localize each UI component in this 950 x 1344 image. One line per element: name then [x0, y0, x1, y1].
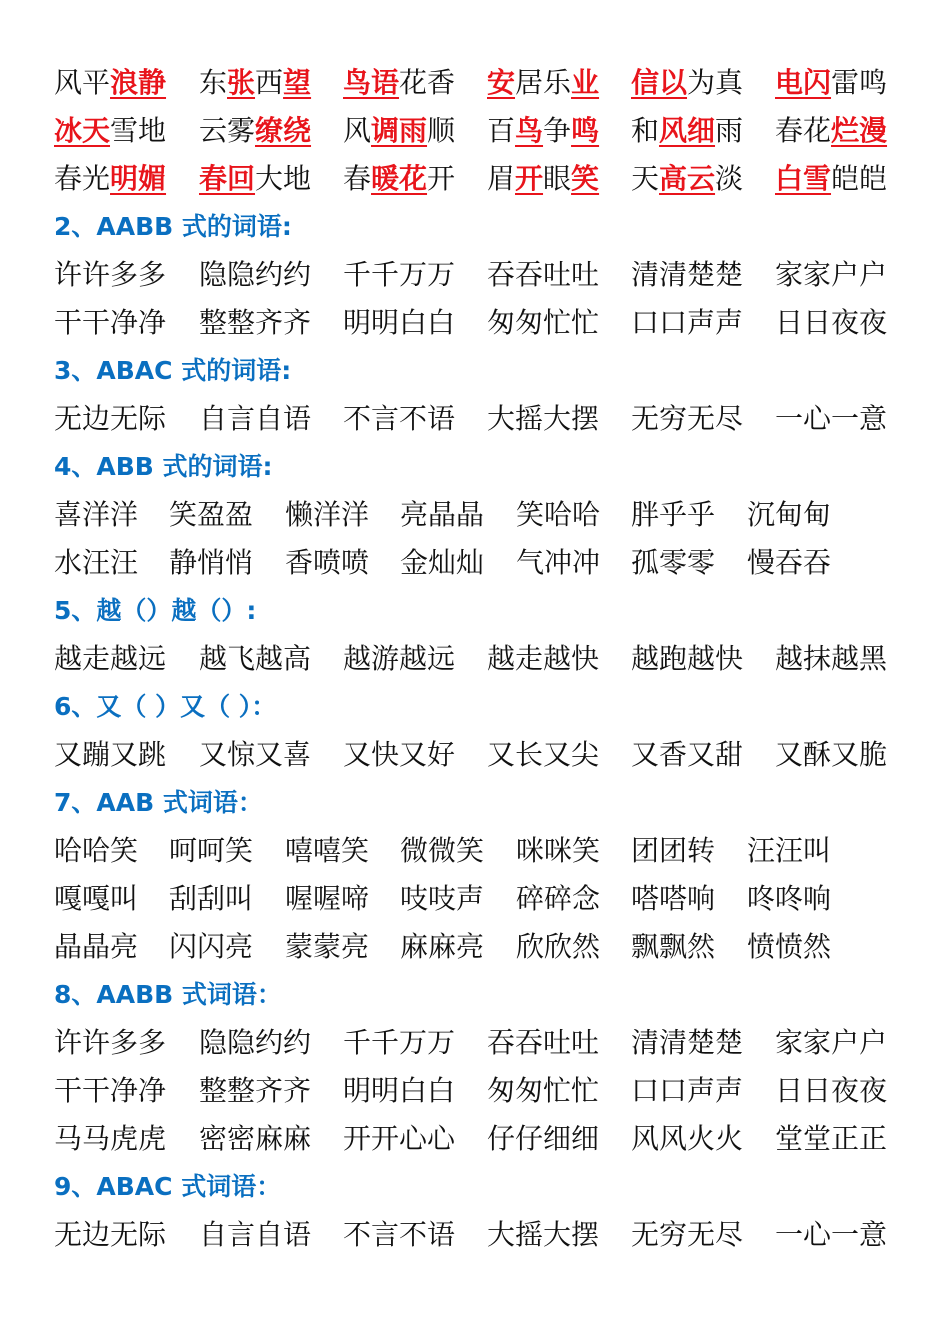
plain-chars: 眉 [487, 162, 516, 195]
word-item: 自言自语 [199, 1218, 312, 1251]
word-item: 隐隐约约 [199, 1026, 312, 1059]
word-item: 许许多多 [54, 1026, 167, 1059]
highlighted-chars: 鸟 [515, 114, 544, 147]
idiom-row [0, 111, 950, 151]
word-item: 嘎嘎叫 [54, 882, 139, 915]
word-item: 一心一意 [775, 402, 888, 435]
section-heading: 3、ABAC 式的词语: [54, 356, 292, 385]
word-item: 整整齐齐 [199, 1074, 312, 1107]
plain-chars: 皑皑 [831, 162, 888, 195]
section-heading: 6、又（ ）又（ ）： [54, 692, 277, 721]
section-heading: 8、AABB 式词语： [54, 980, 282, 1009]
idiom-word [487, 159, 599, 199]
word-item: 笑哈哈 [516, 498, 601, 531]
word-item: 无穷无尽 [631, 402, 744, 435]
word-item: 懒洋洋 [285, 498, 370, 531]
highlighted-chars: 风细 [659, 114, 716, 147]
highlighted-chars: 调雨 [371, 114, 428, 147]
plain-chars: 顺 [427, 114, 456, 147]
idiom-word [54, 159, 166, 199]
word-item: 日日夜夜 [775, 306, 888, 339]
plain-chars: 风 [343, 114, 372, 147]
word-item: 嗒嗒响 [631, 882, 716, 915]
word-item: 风风火火 [631, 1122, 744, 1155]
word-item: 又蹦又跳 [54, 738, 167, 771]
word-item: 口口声声 [631, 1074, 744, 1107]
word-row [0, 1023, 950, 1063]
word-row [0, 831, 950, 871]
idiom-word [775, 63, 887, 103]
word-item: 清清楚楚 [631, 1026, 744, 1059]
idiom-word [775, 111, 887, 151]
word-item: 又长又尖 [487, 738, 600, 771]
word-item: 越游越远 [343, 642, 456, 675]
word-item: 孤零零 [631, 546, 716, 579]
word-item: 吞吞吐吐 [487, 258, 600, 291]
idiom-word [199, 159, 311, 199]
plain-chars: 春花 [775, 114, 832, 147]
word-item: 汪汪叫 [747, 834, 832, 867]
plain-chars: 花香 [399, 66, 456, 99]
word-item: 微微笑 [400, 834, 485, 867]
word-item: 愤愤然 [747, 930, 832, 963]
word-item: 无边无际 [54, 402, 167, 435]
section-heading: 7、AAB 式词语： [54, 788, 263, 817]
word-item: 吱吱声 [400, 882, 485, 915]
plain-chars: 雷鸣 [831, 66, 888, 99]
word-item: 无穷无尽 [631, 1218, 744, 1251]
highlighted-chars: 业 [571, 66, 600, 99]
highlighted-chars: 鸣 [571, 114, 600, 147]
word-item: 越走越远 [54, 642, 167, 675]
word-item: 越跑越快 [631, 642, 744, 675]
word-row [0, 735, 950, 775]
word-item: 密密麻麻 [199, 1122, 312, 1155]
plain-chars: 风平 [54, 66, 111, 99]
word-item: 嘻嘻笑 [285, 834, 370, 867]
plain-chars: 天 [631, 162, 660, 195]
word-row [0, 303, 950, 343]
word-item: 香喷喷 [285, 546, 370, 579]
word-item: 碎碎念 [516, 882, 601, 915]
word-item: 家家户户 [775, 258, 888, 291]
plain-chars: 居乐 [515, 66, 572, 99]
word-item: 麻麻亮 [400, 930, 485, 963]
word-item: 马马虎虎 [54, 1122, 167, 1155]
idiom-word [631, 63, 743, 103]
word-item: 不言不语 [343, 402, 456, 435]
word-item: 慢吞吞 [747, 546, 832, 579]
highlighted-chars: 安 [487, 66, 516, 99]
word-row [0, 879, 950, 919]
section-heading: 2、AABB 式的词语: [54, 212, 292, 241]
highlighted-chars: 鸟语 [343, 66, 400, 99]
highlighted-chars: 开 [515, 162, 544, 195]
word-item: 整整齐齐 [199, 306, 312, 339]
word-item: 一心一意 [775, 1218, 888, 1251]
word-item: 哈哈笑 [54, 834, 139, 867]
word-item: 越抹越黑 [775, 642, 888, 675]
word-item: 无边无际 [54, 1218, 167, 1251]
word-item: 开开心心 [343, 1122, 456, 1155]
word-item: 刮刮叫 [169, 882, 254, 915]
word-item: 不言不语 [343, 1218, 456, 1251]
word-item: 胖乎乎 [631, 498, 716, 531]
plain-chars: 春光 [54, 162, 111, 195]
word-item: 喔喔啼 [285, 882, 370, 915]
idiom-word [775, 159, 887, 199]
section-heading: 9、ABAC 式词语： [54, 1172, 282, 1201]
plain-chars: 眼 [543, 162, 572, 195]
highlighted-chars: 春回 [199, 162, 256, 195]
idiom-word [343, 111, 455, 151]
word-item: 又惊又喜 [199, 738, 312, 771]
word-item: 明明白白 [343, 1074, 456, 1107]
word-row [0, 543, 950, 583]
highlighted-chars: 笑 [571, 162, 600, 195]
plain-chars: 东 [199, 66, 228, 99]
word-row [0, 1071, 950, 1111]
plain-chars: 雨 [715, 114, 744, 147]
idiom-word [487, 63, 599, 103]
highlighted-chars: 冰天 [54, 114, 111, 147]
highlighted-chars: 高云 [659, 162, 716, 195]
word-item: 千千万万 [343, 1026, 456, 1059]
word-item: 仔仔细细 [487, 1122, 600, 1155]
word-item: 静悄悄 [169, 546, 254, 579]
word-item: 蒙蒙亮 [285, 930, 370, 963]
highlighted-chars: 浪静 [110, 66, 167, 99]
word-row [0, 1215, 950, 1255]
word-item: 飘飘然 [631, 930, 716, 963]
word-item: 又香又甜 [631, 738, 744, 771]
idiom-word [631, 159, 743, 199]
word-item: 吞吞吐吐 [487, 1026, 600, 1059]
word-item: 明明白白 [343, 306, 456, 339]
word-item: 匆匆忙忙 [487, 306, 600, 339]
word-item: 咚咚响 [747, 882, 832, 915]
word-row [0, 927, 950, 967]
idiom-row [0, 159, 950, 199]
plain-chars: 开 [427, 162, 456, 195]
word-item: 团团转 [631, 834, 716, 867]
word-item: 越飞越高 [199, 642, 312, 675]
word-row [0, 1119, 950, 1159]
word-item: 大摇大摆 [487, 402, 600, 435]
word-item: 又酥又脆 [775, 738, 888, 771]
word-item: 大摇大摆 [487, 1218, 600, 1251]
highlighted-chars: 张 [227, 66, 256, 99]
idiom-word [343, 63, 455, 103]
word-item: 清清楚楚 [631, 258, 744, 291]
highlighted-chars: 信以 [631, 66, 688, 99]
word-item: 许许多多 [54, 258, 167, 291]
highlighted-chars: 暖花 [371, 162, 428, 195]
word-item: 千千万万 [343, 258, 456, 291]
word-item: 沉甸甸 [747, 498, 832, 531]
word-row [0, 495, 950, 535]
section-heading: 4、ABB 式的词语: [54, 452, 273, 481]
idiom-row [0, 63, 950, 103]
idiom-word [343, 159, 455, 199]
word-item: 欣欣然 [516, 930, 601, 963]
word-item: 呵呵笑 [169, 834, 254, 867]
word-row [0, 399, 950, 439]
word-item: 自言自语 [199, 402, 312, 435]
word-item: 隐隐约约 [199, 258, 312, 291]
word-item: 咪咪笑 [516, 834, 601, 867]
word-item: 堂堂正正 [775, 1122, 888, 1155]
section-heading: 5、越（）越（）: [54, 596, 257, 625]
word-item: 喜洋洋 [54, 498, 139, 531]
highlighted-chars: 白雪 [775, 162, 832, 195]
highlighted-chars: 明媚 [110, 162, 167, 195]
word-item: 干干净净 [54, 1074, 167, 1107]
plain-chars: 云雾 [199, 114, 256, 147]
idiom-word [631, 111, 743, 151]
word-item: 金灿灿 [400, 546, 485, 579]
word-item: 口口声声 [631, 306, 744, 339]
plain-chars: 为真 [687, 66, 744, 99]
word-item: 水汪汪 [54, 546, 139, 579]
word-item: 匆匆忙忙 [487, 1074, 600, 1107]
word-item: 气冲冲 [516, 546, 601, 579]
word-item: 亮晶晶 [400, 498, 485, 531]
highlighted-chars: 缭绕 [255, 114, 312, 147]
word-item: 日日夜夜 [775, 1074, 888, 1107]
highlighted-chars: 望 [283, 66, 312, 99]
idiom-word [487, 111, 599, 151]
plain-chars: 西 [255, 66, 284, 99]
plain-chars: 争 [543, 114, 572, 147]
idiom-word [54, 111, 166, 151]
word-item: 家家户户 [775, 1026, 888, 1059]
plain-chars: 春 [343, 162, 372, 195]
plain-chars: 和 [631, 114, 660, 147]
word-item: 闪闪亮 [169, 930, 254, 963]
idiom-word [199, 63, 311, 103]
word-item: 晶晶亮 [54, 930, 139, 963]
word-item: 笑盈盈 [169, 498, 254, 531]
word-row [0, 639, 950, 679]
word-item: 干干净净 [54, 306, 167, 339]
word-item: 又快又好 [343, 738, 456, 771]
word-row [0, 255, 950, 295]
plain-chars: 大地 [255, 162, 312, 195]
plain-chars: 百 [487, 114, 516, 147]
plain-chars: 淡 [715, 162, 744, 195]
highlighted-chars: 电闪 [775, 66, 832, 99]
idiom-word [54, 63, 166, 103]
word-item: 越走越快 [487, 642, 600, 675]
plain-chars: 雪地 [110, 114, 167, 147]
highlighted-chars: 烂漫 [831, 114, 888, 147]
idiom-word [199, 111, 311, 151]
